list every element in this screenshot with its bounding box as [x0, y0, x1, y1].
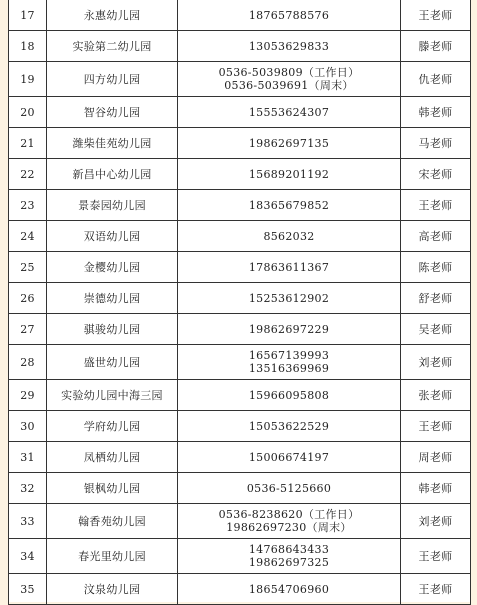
phone-number: 15966095808 [248, 388, 330, 402]
phone-cell [178, 97, 401, 128]
contact-person-cell: 王老师 [401, 574, 471, 605]
contact-person-cell: 王老师 [401, 0, 471, 31]
contact-person-cell: 仇老师 [401, 62, 471, 97]
row-number-cell: 28 [9, 345, 47, 380]
contact-person-cell: 韩老师 [401, 97, 471, 128]
table-row [9, 0, 471, 31]
phone-number: 0536-5039809（工作日） [218, 66, 360, 79]
row-number-cell: 25 [9, 252, 47, 283]
table-row [9, 345, 471, 380]
kindergarten-name-cell: 盛世幼儿园 [47, 345, 178, 380]
phone-number: 19862697135 [248, 136, 330, 150]
row-number-cell: 32 [9, 473, 47, 504]
kindergarten-name-cell: 智谷幼儿园 [47, 97, 178, 128]
contact-person-cell: 舒老师 [401, 283, 471, 314]
table-row [9, 442, 471, 473]
kindergarten-name-cell: 汶泉幼儿园 [47, 574, 178, 605]
table-row [9, 504, 471, 539]
contact-person-cell: 宋老师 [401, 159, 471, 190]
contact-person-cell: 刘老师 [401, 504, 471, 539]
contact-person-cell: 陈老师 [401, 252, 471, 283]
phone-number: 18365679852 [248, 198, 330, 212]
row-number-cell: 20 [9, 97, 47, 128]
phone-cell [178, 345, 401, 380]
table-row [9, 159, 471, 190]
phone-cell [178, 574, 401, 605]
kindergarten-name-cell: 潍柴佳苑幼儿园 [47, 128, 178, 159]
phone-cell [178, 283, 401, 314]
row-number-cell: 26 [9, 283, 47, 314]
row-number-cell: 34 [9, 539, 47, 574]
phone-cell [178, 159, 401, 190]
kindergarten-name-cell: 骐骏幼儿园 [47, 314, 178, 345]
contact-person-cell: 高老师 [401, 221, 471, 252]
phone-number: 16567139993 [248, 349, 330, 362]
kindergarten-name-cell: 实验幼儿园中海三园 [47, 380, 178, 411]
kindergarten-name-cell: 实验第二幼儿园 [47, 31, 178, 62]
phone-number: 18654706960 [248, 582, 330, 596]
contact-person-cell: 韩老师 [401, 473, 471, 504]
table-row [9, 221, 471, 252]
contact-person-cell: 王老师 [401, 411, 471, 442]
phone-cell [178, 0, 401, 31]
phone-number: 18765788576 [248, 8, 330, 22]
row-number-cell: 17 [9, 0, 47, 31]
kindergarten-name-cell: 凤栖幼儿园 [47, 442, 178, 473]
phone-number: 15689201192 [248, 167, 330, 181]
table-row [9, 62, 471, 97]
phone-cell [178, 128, 401, 159]
phone-number: 13516369969 [248, 362, 330, 375]
kindergarten-name-cell: 翰香苑幼儿园 [47, 504, 178, 539]
table-row [9, 31, 471, 62]
row-number-cell: 18 [9, 31, 47, 62]
row-number-cell: 21 [9, 128, 47, 159]
table-row [9, 283, 471, 314]
contact-person-cell: 张老师 [401, 380, 471, 411]
phone-number: 0536-5039691（周末） [224, 79, 354, 92]
phone-cell [178, 190, 401, 221]
table-row [9, 411, 471, 442]
kindergarten-name-cell: 银枫幼儿园 [47, 473, 178, 504]
phone-number: 15253612902 [248, 291, 330, 305]
row-number-cell: 27 [9, 314, 47, 345]
kindergarten-name-cell: 崇德幼儿园 [47, 283, 178, 314]
phone-cell [178, 31, 401, 62]
table-row [9, 128, 471, 159]
phone-cell [178, 442, 401, 473]
phone-number: 17863611367 [248, 260, 330, 274]
table-row [9, 252, 471, 283]
phone-number: 15553624307 [248, 105, 330, 119]
contact-person-cell: 刘老师 [401, 345, 471, 380]
kindergarten-name-cell: 双语幼儿园 [47, 221, 178, 252]
kindergarten-name-cell: 景泰园幼儿园 [47, 190, 178, 221]
contact-person-cell: 马老师 [401, 128, 471, 159]
table-body [9, 0, 471, 605]
kindergarten-name-cell: 四方幼儿园 [47, 62, 178, 97]
document-page [8, 0, 470, 602]
phone-number: 19862697229 [248, 322, 330, 336]
kindergarten-name-cell: 新昌中心幼儿园 [47, 159, 178, 190]
row-number-cell: 29 [9, 380, 47, 411]
phone-number: 8562032 [263, 229, 315, 243]
phone-cell [178, 314, 401, 345]
phone-cell [178, 473, 401, 504]
phone-number: 0536-8238620（工作日） [218, 508, 360, 521]
kindergarten-name-cell: 春光里幼儿园 [47, 539, 178, 574]
table-row [9, 97, 471, 128]
kindergarten-name-cell: 永惠幼儿园 [47, 0, 178, 31]
row-number-cell: 19 [9, 62, 47, 97]
phone-number: 15053622529 [248, 419, 330, 433]
row-number-cell: 22 [9, 159, 47, 190]
contact-person-cell: 周老师 [401, 442, 471, 473]
contact-person-cell: 滕老师 [401, 31, 471, 62]
table-row [9, 190, 471, 221]
contact-person-cell: 吴老师 [401, 314, 471, 345]
phone-cell [178, 380, 401, 411]
phone-number: 13053629833 [248, 39, 330, 53]
phone-cell [178, 411, 401, 442]
contact-person-cell: 王老师 [401, 190, 471, 221]
row-number-cell: 31 [9, 442, 47, 473]
phone-cell [178, 504, 401, 539]
phone-number: 0536-5125660 [246, 481, 332, 495]
row-number-cell: 24 [9, 221, 47, 252]
table-row [9, 314, 471, 345]
phone-cell [178, 221, 401, 252]
phone-number: 15006674197 [248, 450, 330, 464]
kindergarten-contact-table [8, 0, 471, 605]
row-number-cell: 35 [9, 574, 47, 605]
table-row [9, 473, 471, 504]
row-number-cell: 30 [9, 411, 47, 442]
table-row [9, 380, 471, 411]
phone-cell [178, 252, 401, 283]
kindergarten-name-cell: 学府幼儿园 [47, 411, 178, 442]
phone-number: 14768643433 [248, 543, 330, 556]
table-row [9, 574, 471, 605]
phone-cell [178, 539, 401, 574]
contact-person-cell: 王老师 [401, 539, 471, 574]
row-number-cell: 23 [9, 190, 47, 221]
phone-cell [178, 62, 401, 97]
kindergarten-name-cell: 金樱幼儿园 [47, 252, 178, 283]
phone-number: 19862697325 [248, 556, 330, 569]
table-row [9, 539, 471, 574]
phone-number: 19862697230（周末） [226, 521, 352, 534]
row-number-cell: 33 [9, 504, 47, 539]
